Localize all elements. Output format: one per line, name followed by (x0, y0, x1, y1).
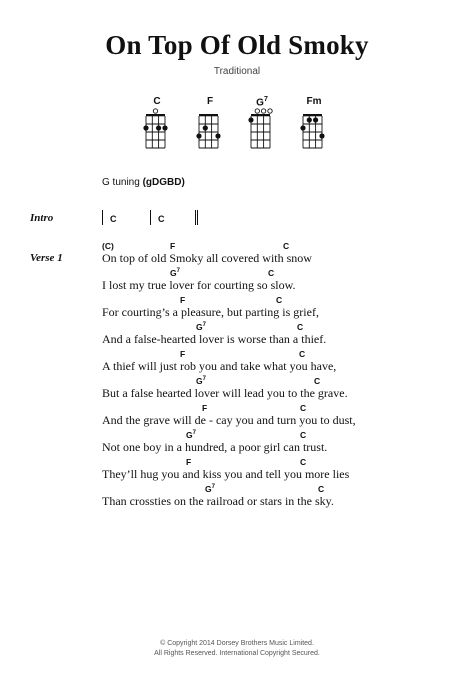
chord-symbol: C (268, 268, 275, 278)
chord-symbol: F (180, 349, 186, 359)
intro-chord: C (110, 214, 117, 224)
chord-diagram-name: F (206, 96, 214, 107)
chord-symbol: $G^7$ (186, 430, 196, 440)
intro-chord: C (158, 214, 165, 224)
chord-symbol: F (180, 295, 186, 305)
lyric-line: On top of old Smoky all covered with snow (102, 251, 312, 265)
chord-symbol: C (276, 295, 283, 305)
copyright-line-1: © Copyright 2014 Dorsey Brothers Music Limited. (160, 640, 314, 647)
final-bar-line (195, 210, 198, 225)
lyric-line: For courting’s a pleasure, but parting is grief, (102, 305, 319, 319)
lyric-line: I lost my true lover for courting so slow. (102, 278, 296, 292)
chord-symbol: C (314, 376, 321, 386)
chord-symbol: C (300, 403, 307, 413)
copyright-line-2: All Rights Reserved. International Copyright Secured. (154, 650, 320, 657)
chord-diagram-name: $G^7$ (256, 96, 268, 109)
chord-symbol: C (300, 430, 307, 440)
fretboard-diagram (142, 106, 172, 156)
chord-symbol: $G^7$ (196, 376, 206, 386)
intro-label: Intro (30, 212, 54, 224)
lyric-line: But a false hearted lover will lead you to the grave. (102, 386, 348, 400)
tuning-info (102, 177, 185, 188)
chord-symbol: F (202, 403, 208, 413)
chord-symbol: (C) (102, 241, 114, 251)
lyric-line: Than crossties on the railroad or stars in the sky. (102, 494, 334, 508)
chord-symbol: F (170, 241, 176, 251)
chord-symbol: $G^7$ (170, 268, 180, 278)
chord-symbol: $G^7$ (196, 322, 206, 332)
chord-symbol: C (318, 484, 325, 494)
chord-symbol: C (299, 349, 306, 359)
lyric-line: And the grave will de - cay you and turn you to dust, (102, 413, 356, 427)
chord-symbol: F (186, 457, 192, 467)
chord-symbol: $G^7$ (205, 484, 215, 494)
bar-line (102, 210, 103, 225)
fretboard-diagram (247, 106, 277, 156)
lyric-line: And a false-hearted lover is worse than a thief. (102, 332, 327, 346)
chord-diagram-name: C (153, 96, 161, 107)
chord-symbol: C (300, 457, 307, 467)
bar-line (150, 210, 151, 225)
lyric-line: Not one boy in a hundred, a poor girl can trust. (102, 440, 328, 454)
fretboard-diagram (195, 106, 225, 156)
chord-diagram-name: Fm (306, 96, 322, 107)
verse-label: Verse 1 (30, 252, 63, 264)
song-title: On Top Of Old Smoky (105, 30, 369, 60)
chord-symbol: C (283, 241, 290, 251)
lyric-line: They’ll hug you and kiss you and tell you more lies (102, 467, 350, 481)
lyric-line: A thief will just rob you and take what you have, (102, 359, 337, 373)
chord-diagrams (0, 96, 474, 158)
tuning-label: G tuning (102, 177, 143, 188)
chord-symbol: C (297, 322, 304, 332)
tuning-value: (gDGBD) (142, 177, 185, 188)
composer-credit: Traditional (213, 66, 261, 77)
fretboard-diagram (299, 106, 329, 156)
